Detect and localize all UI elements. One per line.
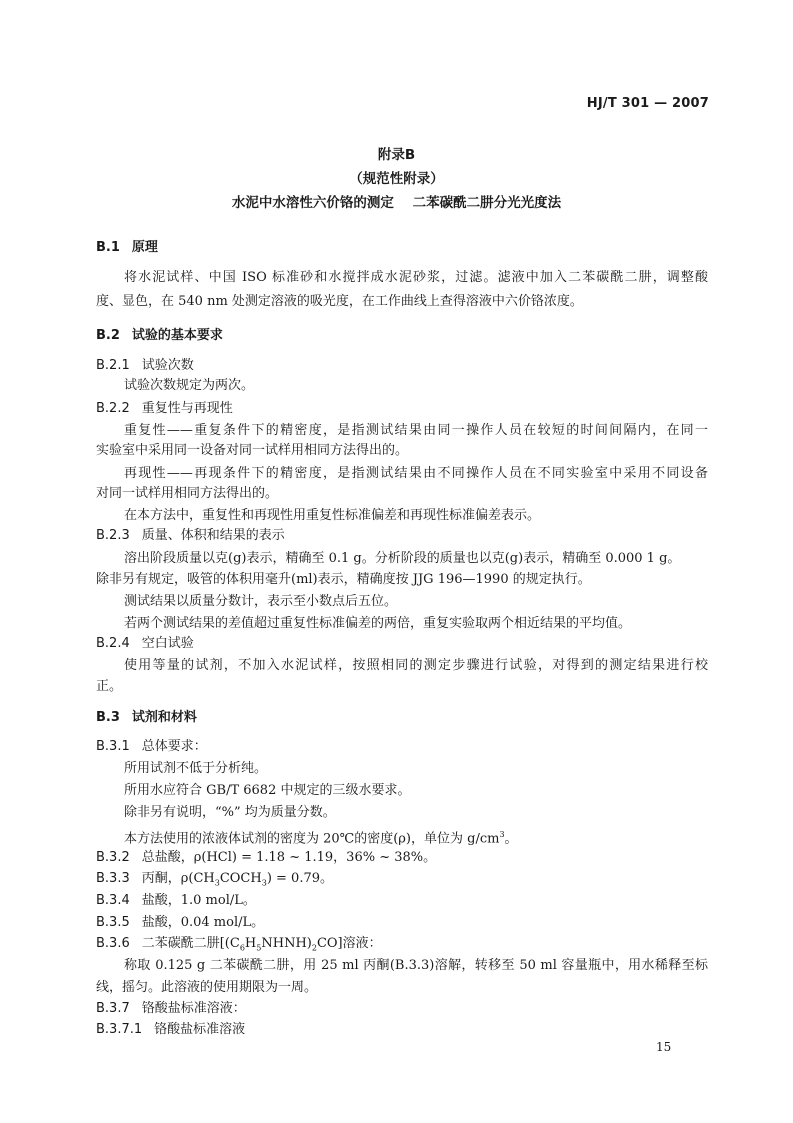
section-heading-b3: B.3 试剂和材料 [96, 710, 197, 725]
appendix-category: （规范性附录） [349, 171, 444, 187]
paragraph-line: 除非另有规定，吸管的体积用毫升(ml)表示，精确度按 JJG 196—1990 的规定执行。 [96, 572, 591, 587]
appendix-title: 水泥中水溶性六价铬的测定 二苯碳酰二肼分光光度法 [231, 195, 562, 211]
paragraph-line: 将水泥试样、中国 ISO 标准砂和水搅拌成水泥砂浆，过滤。滤液中加入二苯碳酰二肼，调整酸 [124, 270, 708, 285]
section-heading-b2: B.2 试验的基本要求 [96, 328, 223, 343]
subsection-heading-b22: B.2.2 重复性与再现性 [96, 401, 233, 416]
paragraph-line: 所用试剂不低于分析纯。 [124, 761, 268, 776]
paragraph-line: 试验次数规定为两次。 [124, 378, 255, 393]
subsection-heading-b24: B.2.4 空白试验 [96, 636, 194, 651]
appendix-title-block [0, 143, 793, 215]
paragraph-line: 再现性——再现条件下的精密度，是指测试结果由不同操作人员在不同实验室中采用不同设备 [124, 466, 708, 481]
paragraph-line: 若两个测试结果的差值超过重复性标准偏差的两倍，重复实验取两个相近结果的平均值。 [124, 616, 632, 631]
paragraph-line: 测试结果以质量分数计，表示至小数点后五位。 [124, 594, 398, 609]
subsection-b34: B.3.4 盐酸，1.0 mol/L。 [96, 893, 256, 908]
subsection-heading-b371: B.3.7.1 铬酸盐标准溶液 [96, 1022, 246, 1037]
paragraph-line: 线，摇匀。此溶液的使用期限为一周。 [96, 980, 318, 995]
paragraph-line: 在本方法中，重复性和再现性用重复性标准偏差和再现性标准偏差表示。 [124, 508, 541, 523]
paragraph-line: 除非另有说明，“%” 均为质量分数。 [124, 805, 336, 820]
paragraph-line: 溶出阶段质量以克(g)表示，精确至 0.1 g。分析阶段的质量也以克(g)表示，精确至 0.000 1 g。 [124, 551, 681, 566]
page-number: 15 [656, 1040, 672, 1054]
standard-code: HJ/T 301 — 2007 [586, 96, 709, 111]
paragraph-line: 度、显色，在 540 nm 处测定溶液的吸光度，在工作曲线上查得溶液中六价铬浓度。 [96, 294, 583, 309]
paragraph-line: 使用等量的试剂，不加入水泥试样，按照相同的测定步骤进行试验，对得到的测定结果进行校 [124, 658, 708, 673]
subsection-heading-b23: B.2.3 质量、体积和结果的表示 [96, 528, 285, 543]
paragraph-line: 所用水应符合 GB/T 6682 中规定的三级水要求。 [124, 783, 411, 798]
subsection-heading-b31: B.3.1 总体要求： [96, 739, 207, 754]
paragraph-line: 对同一试样用相同方法得出的。 [96, 486, 279, 501]
paragraph-line: 本方法使用的浓液体试剂的密度为 20℃的密度(ρ)，单位为 $g/cm^3$。 [124, 830, 518, 847]
subsection-heading-b21: B.2.1 试验次数 [96, 358, 194, 373]
subsection-b35: B.3.5 盐酸，0.04 mol/L。 [96, 915, 265, 930]
subsection-b36: B.3.6 二苯碳酰二肼$[(C_6H_5NHNH)_2CO]$溶液： [96, 936, 382, 953]
subsection-heading-b37: B.3.7 铬酸盐标准溶液： [96, 1001, 246, 1016]
paragraph-line: 正。 [96, 679, 123, 694]
subsection-b33: B.3.3 丙酮，$\rho(CH_3COCH_3) = 0.79$。 [96, 871, 333, 888]
appendix-label: 附录B [377, 147, 416, 163]
section-heading-b1: B.1 原理 [96, 240, 158, 255]
paragraph-line: 称取 0.125 g 二苯碳酰二肼，用 25 ml 丙酮(B.3.3)溶解，转移至 50 ml 容量瓶中，用水稀释至标 [124, 958, 708, 973]
paragraph-line: 实验室中采用同一设备对同一试样用相同方法得出的。 [96, 443, 409, 458]
subsection-b32: B.3.2 总盐酸，ρ(HCl) = 1.18 ~ 1.19，36% ~ 38%。 [96, 850, 437, 865]
paragraph-line: 重复性——重复条件下的精密度，是指测试结果由同一操作人员在较短的时间间隔内，在同一 [124, 423, 708, 438]
